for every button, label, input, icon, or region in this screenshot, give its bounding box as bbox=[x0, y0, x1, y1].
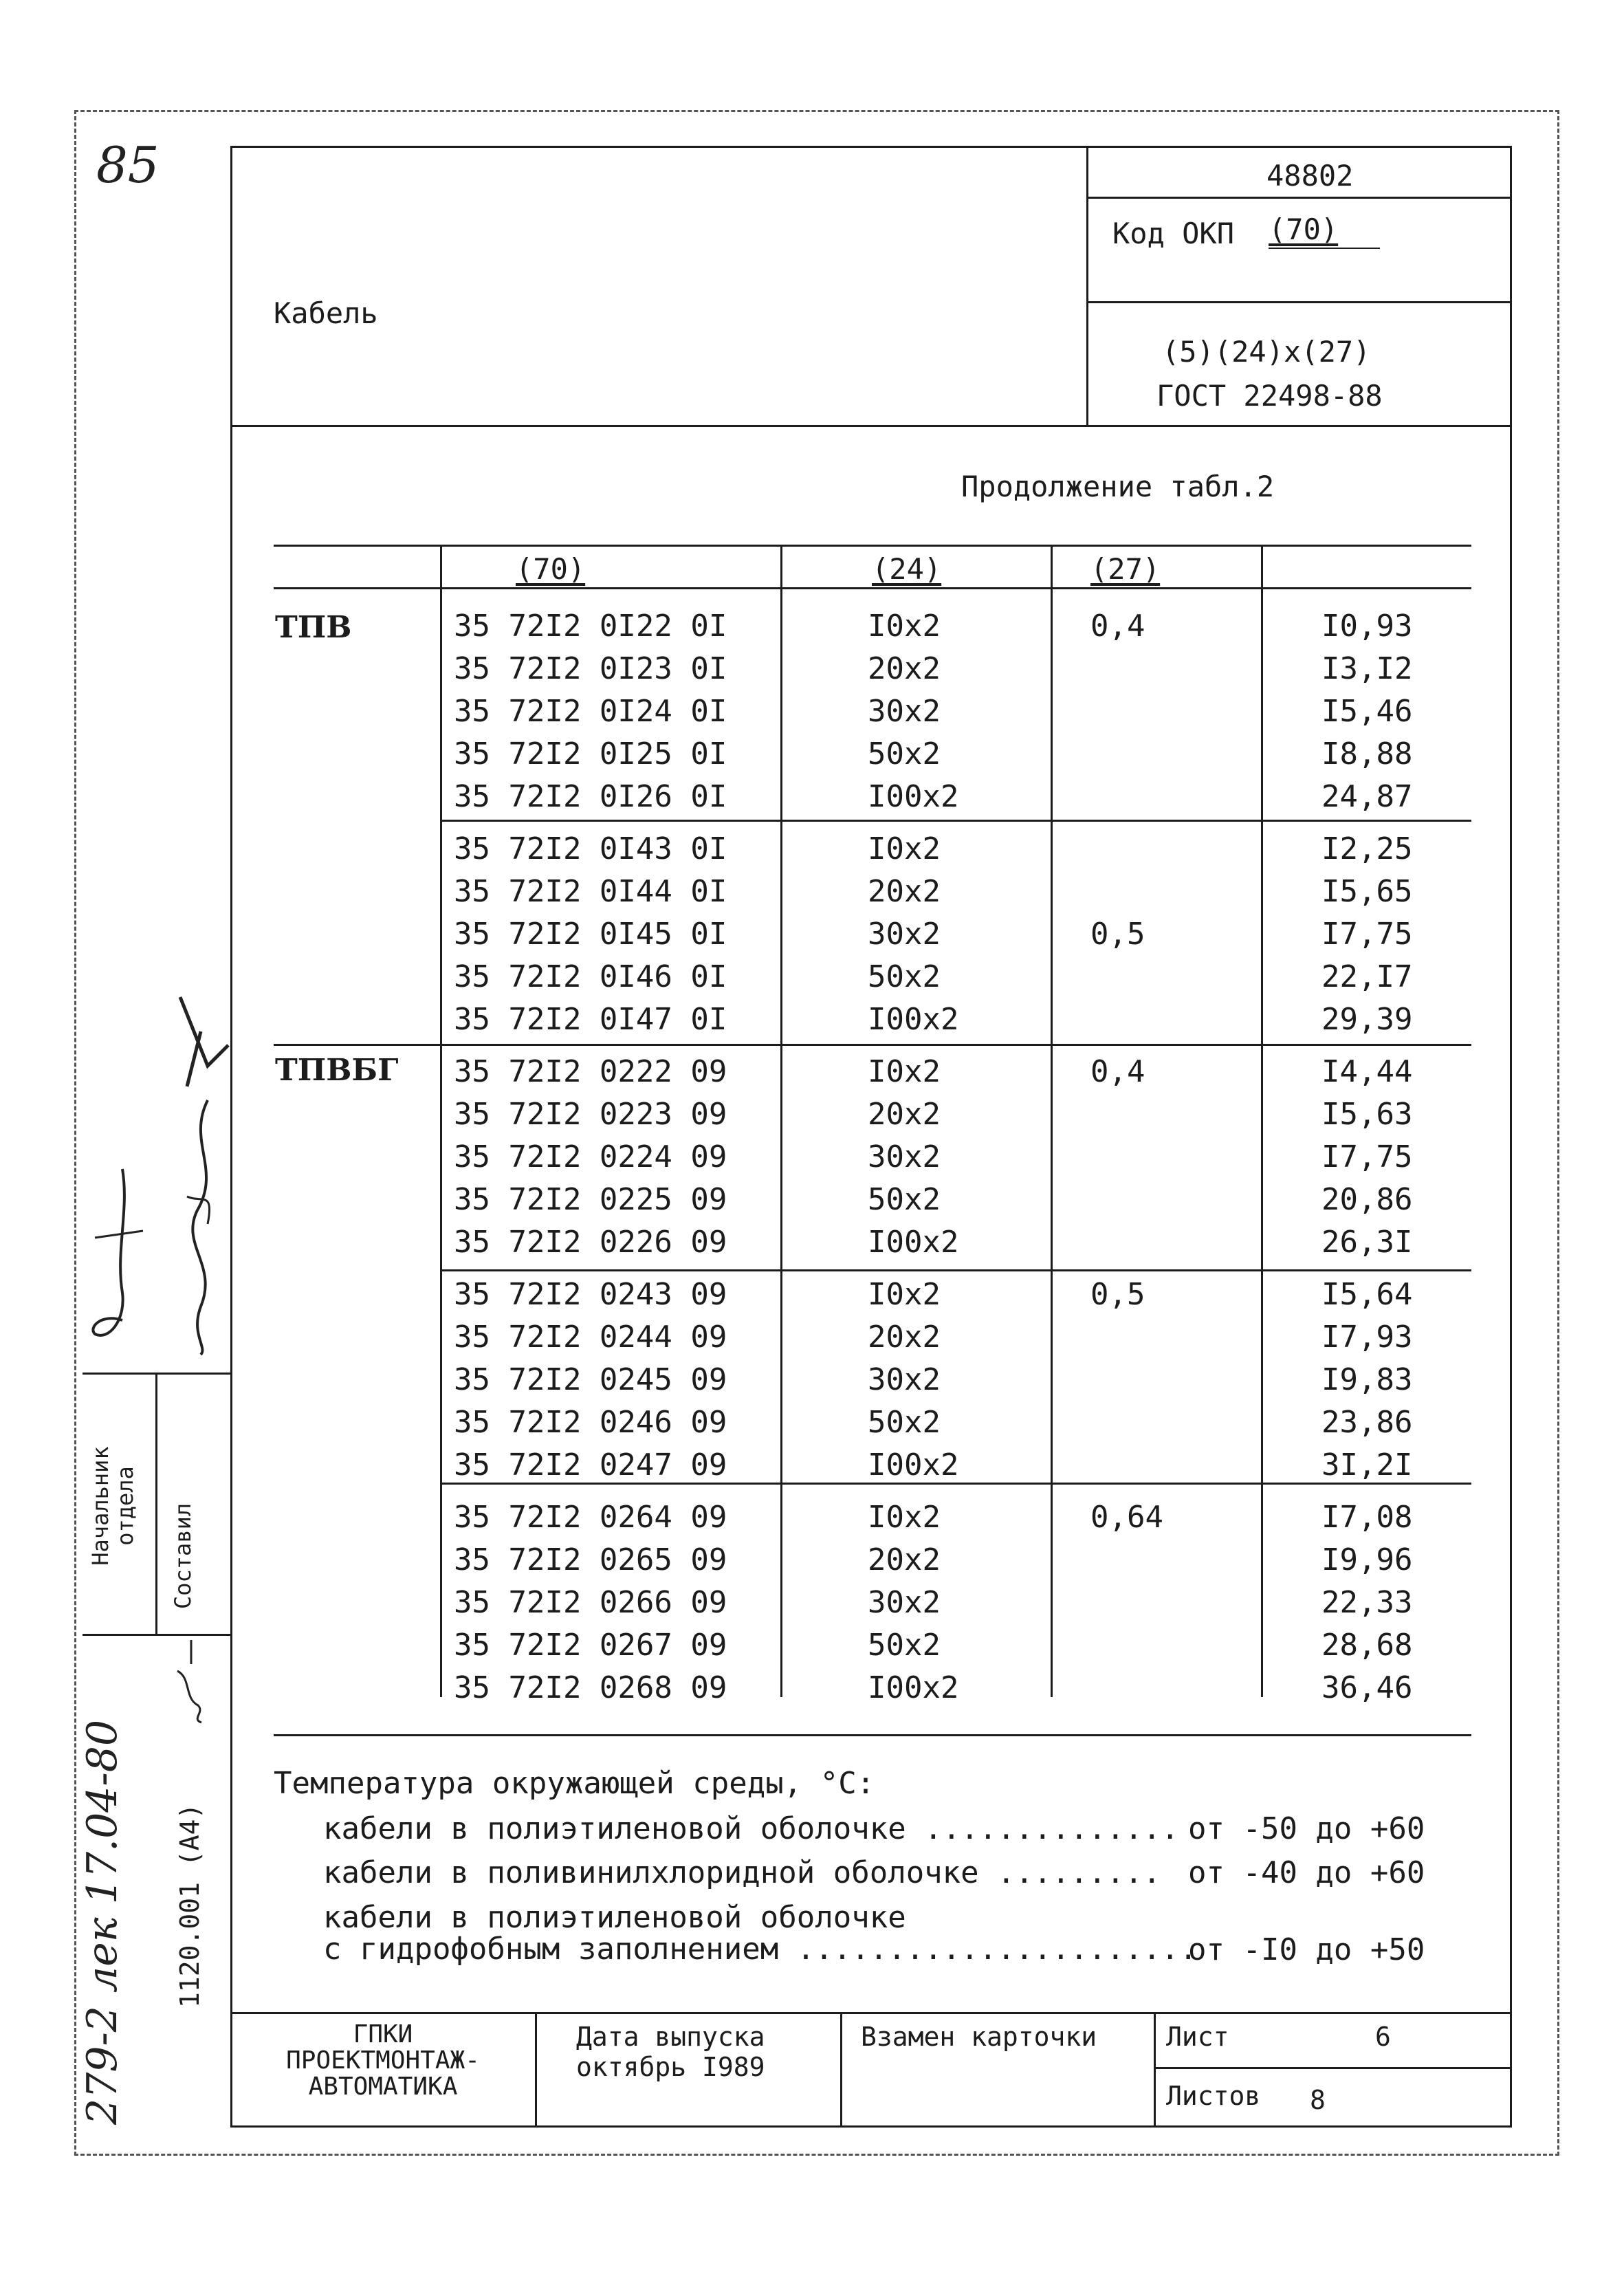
footer-sheet-label: Лист bbox=[1166, 2022, 1229, 2052]
cable-designation: (5)(24)x(27) bbox=[1162, 335, 1371, 369]
table-cell-pairs: I00x2 bbox=[868, 1447, 959, 1483]
signature-date bbox=[164, 1637, 219, 1726]
diameter-cell: 0,5 bbox=[1090, 1277, 1145, 1312]
table-cell-pairs: 30x2 bbox=[868, 1139, 941, 1174]
table-cell-mass: I5,65 bbox=[1321, 874, 1413, 909]
footer-sheet-value: 6 bbox=[1375, 2022, 1391, 2052]
table-cell-pairs: I0x2 bbox=[868, 1054, 941, 1089]
table-cell-code: 35 72I2 0225 09 bbox=[454, 1182, 727, 1217]
col-header-code: (70) bbox=[516, 552, 586, 586]
table-cell-pairs: 50x2 bbox=[868, 1628, 941, 1663]
table-cell-mass: 3I,2I bbox=[1321, 1447, 1413, 1483]
table-cell-pairs: I00x2 bbox=[868, 779, 959, 814]
handwritten-left-margin: 279-2 лек 17.04-80 bbox=[78, 1719, 127, 2125]
outer-border-right bbox=[1557, 110, 1559, 2156]
table-cell-pairs: 20x2 bbox=[868, 1320, 941, 1355]
footer-div-1 bbox=[535, 2012, 537, 2125]
table-cell-mass: 28,68 bbox=[1321, 1628, 1413, 1663]
table-cell-pairs: I00x2 bbox=[868, 1002, 959, 1037]
footer-sheets-label: Листов bbox=[1166, 2081, 1261, 2111]
side-form-code: 1120.001 (А4) bbox=[175, 1803, 205, 2008]
note-range-1: от -50 до +60 bbox=[1188, 1811, 1425, 1846]
table-bottom-line bbox=[274, 1734, 1471, 1736]
table-cell-mass: I9,96 bbox=[1321, 1542, 1413, 1577]
table-cell-code: 35 72I2 0267 09 bbox=[454, 1628, 727, 1663]
footer-top-line bbox=[230, 2012, 1512, 2014]
table-cell-pairs: 50x2 bbox=[868, 1182, 941, 1217]
outer-border-left bbox=[74, 110, 76, 2156]
footer-sheets-value: 8 bbox=[1310, 2085, 1326, 2115]
table-cell-code: 35 72I2 0I26 0I bbox=[454, 779, 727, 814]
table-cell-pairs: I0x2 bbox=[868, 1277, 941, 1312]
diameter-cell: 0,4 bbox=[1090, 1054, 1145, 1089]
table-cell-mass: I7,93 bbox=[1321, 1320, 1413, 1355]
note-range-3: от -I0 до +50 bbox=[1188, 1932, 1425, 1967]
table-header-bottom bbox=[274, 587, 1471, 589]
table-cell-code: 35 72I2 0I44 0I bbox=[454, 874, 727, 909]
frame-right bbox=[1510, 146, 1512, 2128]
table-cell-mass: 26,3I bbox=[1321, 1225, 1413, 1260]
block-sep-2 bbox=[440, 1269, 1471, 1271]
table-cell-code: 35 72I2 0I46 0I bbox=[454, 959, 727, 994]
table-cell-mass: I5,64 bbox=[1321, 1277, 1413, 1312]
side-stamp-head-label: Начальник отдела bbox=[87, 1446, 138, 1566]
diameter-cell: 0,4 bbox=[1090, 609, 1145, 644]
table-cell-pairs: 50x2 bbox=[868, 959, 941, 994]
table-cell-pairs: I0x2 bbox=[868, 1500, 941, 1535]
header-divider bbox=[1086, 146, 1088, 425]
table-cell-mass: I9,83 bbox=[1321, 1362, 1413, 1397]
table-cell-mass: I7,08 bbox=[1321, 1500, 1413, 1535]
note-range-2: от -40 до +60 bbox=[1188, 1855, 1425, 1890]
table-cell-pairs: I00x2 bbox=[868, 1670, 959, 1705]
document-title: Кабель bbox=[274, 296, 378, 330]
table-cell-pairs: 20x2 bbox=[868, 1542, 941, 1577]
table-cell-mass: 24,87 bbox=[1321, 779, 1413, 814]
table-cell-code: 35 72I2 0268 09 bbox=[454, 1670, 727, 1705]
col-header-diameter: (27) bbox=[1090, 552, 1161, 586]
table-cell-pairs: I00x2 bbox=[868, 1225, 959, 1260]
col-line-3 bbox=[1051, 545, 1053, 1697]
footer-issue-value: октябрь I989 bbox=[576, 2052, 765, 2082]
table-cell-pairs: I0x2 bbox=[868, 831, 941, 866]
side-stamp-author-label: Составил bbox=[170, 1502, 196, 1609]
note-text-2: кабели в поливинилхлоридной оболочке ......... bbox=[323, 1855, 1161, 1890]
table-cell-pairs: 30x2 bbox=[868, 917, 941, 952]
note-text-1: кабели в полиэтиленовой оболочке .............. bbox=[323, 1811, 1180, 1846]
table-cell-mass: I8,88 bbox=[1321, 736, 1413, 772]
okp-label: Код ОКП bbox=[1112, 217, 1235, 250]
block-sep-1 bbox=[440, 820, 1471, 822]
group-sep bbox=[274, 1044, 1471, 1046]
table-cell-mass: I4,44 bbox=[1321, 1054, 1413, 1089]
table-cell-pairs: 20x2 bbox=[868, 651, 941, 686]
table-cell-code: 35 72I2 0266 09 bbox=[454, 1585, 727, 1620]
table-cell-mass: I3,I2 bbox=[1321, 651, 1413, 686]
table-cell-code: 35 72I2 0247 09 bbox=[454, 1447, 727, 1483]
table-cell-code: 35 72I2 0I24 0I bbox=[454, 694, 727, 729]
table-cell-code: 35 72I2 0I23 0I bbox=[454, 651, 727, 686]
table-cell-code: 35 72I2 0243 09 bbox=[454, 1277, 727, 1312]
table-cell-code: 35 72I2 0265 09 bbox=[454, 1542, 727, 1577]
col-line-1 bbox=[440, 545, 442, 1697]
table-cell-pairs: 30x2 bbox=[868, 694, 941, 729]
group-label-tpvbg: ТПВБГ bbox=[275, 1053, 399, 1088]
side-stamp-bottom bbox=[83, 1634, 230, 1636]
outer-border-top bbox=[74, 110, 1559, 112]
table-cell-mass: I7,75 bbox=[1321, 1139, 1413, 1174]
table-caption: Продолжение табл.2 bbox=[961, 470, 1275, 503]
table-cell-mass: I5,46 bbox=[1321, 694, 1413, 729]
table-cell-mass: I5,63 bbox=[1321, 1097, 1413, 1132]
handwritten-page-number: 85 bbox=[96, 136, 160, 194]
table-cell-pairs: 20x2 bbox=[868, 1097, 941, 1132]
table-cell-pairs: 30x2 bbox=[868, 1585, 941, 1620]
table-cell-mass: 22,33 bbox=[1321, 1585, 1413, 1620]
table-cell-code: 35 72I2 0246 09 bbox=[454, 1405, 727, 1440]
group-label-tpv: ТПВ bbox=[275, 610, 352, 645]
header-bottom-line bbox=[230, 425, 1512, 427]
table-cell-pairs: 20x2 bbox=[868, 874, 941, 909]
footer-org: ГПКИ ПРОЕКТМОНТАЖ- АВТОМАТИКА bbox=[286, 2020, 480, 2101]
outer-border-bottom bbox=[74, 2154, 1559, 2156]
diameter-cell: 0,64 bbox=[1090, 1500, 1163, 1535]
table-cell-mass: I0,93 bbox=[1321, 609, 1413, 644]
footer-replace-label: Взамен карточки bbox=[861, 2022, 1097, 2052]
table-cell-mass: I7,75 bbox=[1321, 917, 1413, 952]
gost-number: ГОСТ 22498-88 bbox=[1156, 379, 1383, 413]
table-cell-code: 35 72I2 0244 09 bbox=[454, 1320, 727, 1355]
frame-bottom bbox=[230, 2125, 1512, 2128]
table-cell-mass: 36,46 bbox=[1321, 1670, 1413, 1705]
table-cell-code: 35 72I2 0I45 0I bbox=[454, 917, 727, 952]
table-cell-code: 35 72I2 0I22 0I bbox=[454, 609, 727, 644]
diameter-cell: 0,5 bbox=[1090, 917, 1145, 952]
notes-heading: Температура окружающей среды, °С: bbox=[274, 1766, 875, 1801]
table-cell-code: 35 72I2 0I25 0I bbox=[454, 736, 727, 772]
side-stamp-mid bbox=[155, 1373, 157, 1634]
header-okp-line bbox=[1086, 301, 1510, 303]
col-header-pairs: (24) bbox=[872, 552, 942, 586]
table-cell-code: 35 72I2 0264 09 bbox=[454, 1500, 727, 1535]
footer-issue-label: Дата выпуска bbox=[576, 2022, 765, 2052]
table-cell-pairs: 50x2 bbox=[868, 736, 941, 772]
frame-top bbox=[230, 146, 1512, 148]
table-cell-code: 35 72I2 0226 09 bbox=[454, 1225, 727, 1260]
table-cell-code: 35 72I2 0I43 0I bbox=[454, 831, 727, 866]
table-cell-pairs: I0x2 bbox=[868, 609, 941, 644]
note-text-3: кабели в полиэтиленовой оболочке с гидрофобным заполнением ...................... bbox=[323, 1900, 1198, 1967]
header-number-line bbox=[1086, 197, 1510, 199]
table-cell-code: 35 72I2 0I47 0I bbox=[454, 1002, 727, 1037]
footer-sheet-line bbox=[1154, 2067, 1510, 2069]
table-cell-pairs: 50x2 bbox=[868, 1405, 941, 1440]
table-cell-code: 35 72I2 0223 09 bbox=[454, 1097, 727, 1132]
document-number: 48802 bbox=[1266, 159, 1354, 193]
table-cell-mass: 22,I7 bbox=[1321, 959, 1413, 994]
table-cell-pairs: 30x2 bbox=[868, 1362, 941, 1397]
col-line-4 bbox=[1261, 545, 1263, 1697]
table-cell-mass: 20,86 bbox=[1321, 1182, 1413, 1217]
col-line-2 bbox=[780, 545, 782, 1697]
signature-head bbox=[81, 1155, 157, 1362]
signature-author bbox=[160, 990, 235, 1362]
okp-underline bbox=[1269, 248, 1380, 249]
okp-value: (70) bbox=[1269, 212, 1339, 246]
table-cell-mass: 23,86 bbox=[1321, 1405, 1413, 1440]
table-cell-code: 35 72I2 0222 09 bbox=[454, 1054, 727, 1089]
table-cell-code: 35 72I2 0224 09 bbox=[454, 1139, 727, 1174]
table-cell-code: 35 72I2 0245 09 bbox=[454, 1362, 727, 1397]
table-top-line bbox=[274, 545, 1471, 547]
table-cell-mass: I2,25 bbox=[1321, 831, 1413, 866]
table-cell-mass: 29,39 bbox=[1321, 1002, 1413, 1037]
footer-div-2 bbox=[840, 2012, 842, 2125]
